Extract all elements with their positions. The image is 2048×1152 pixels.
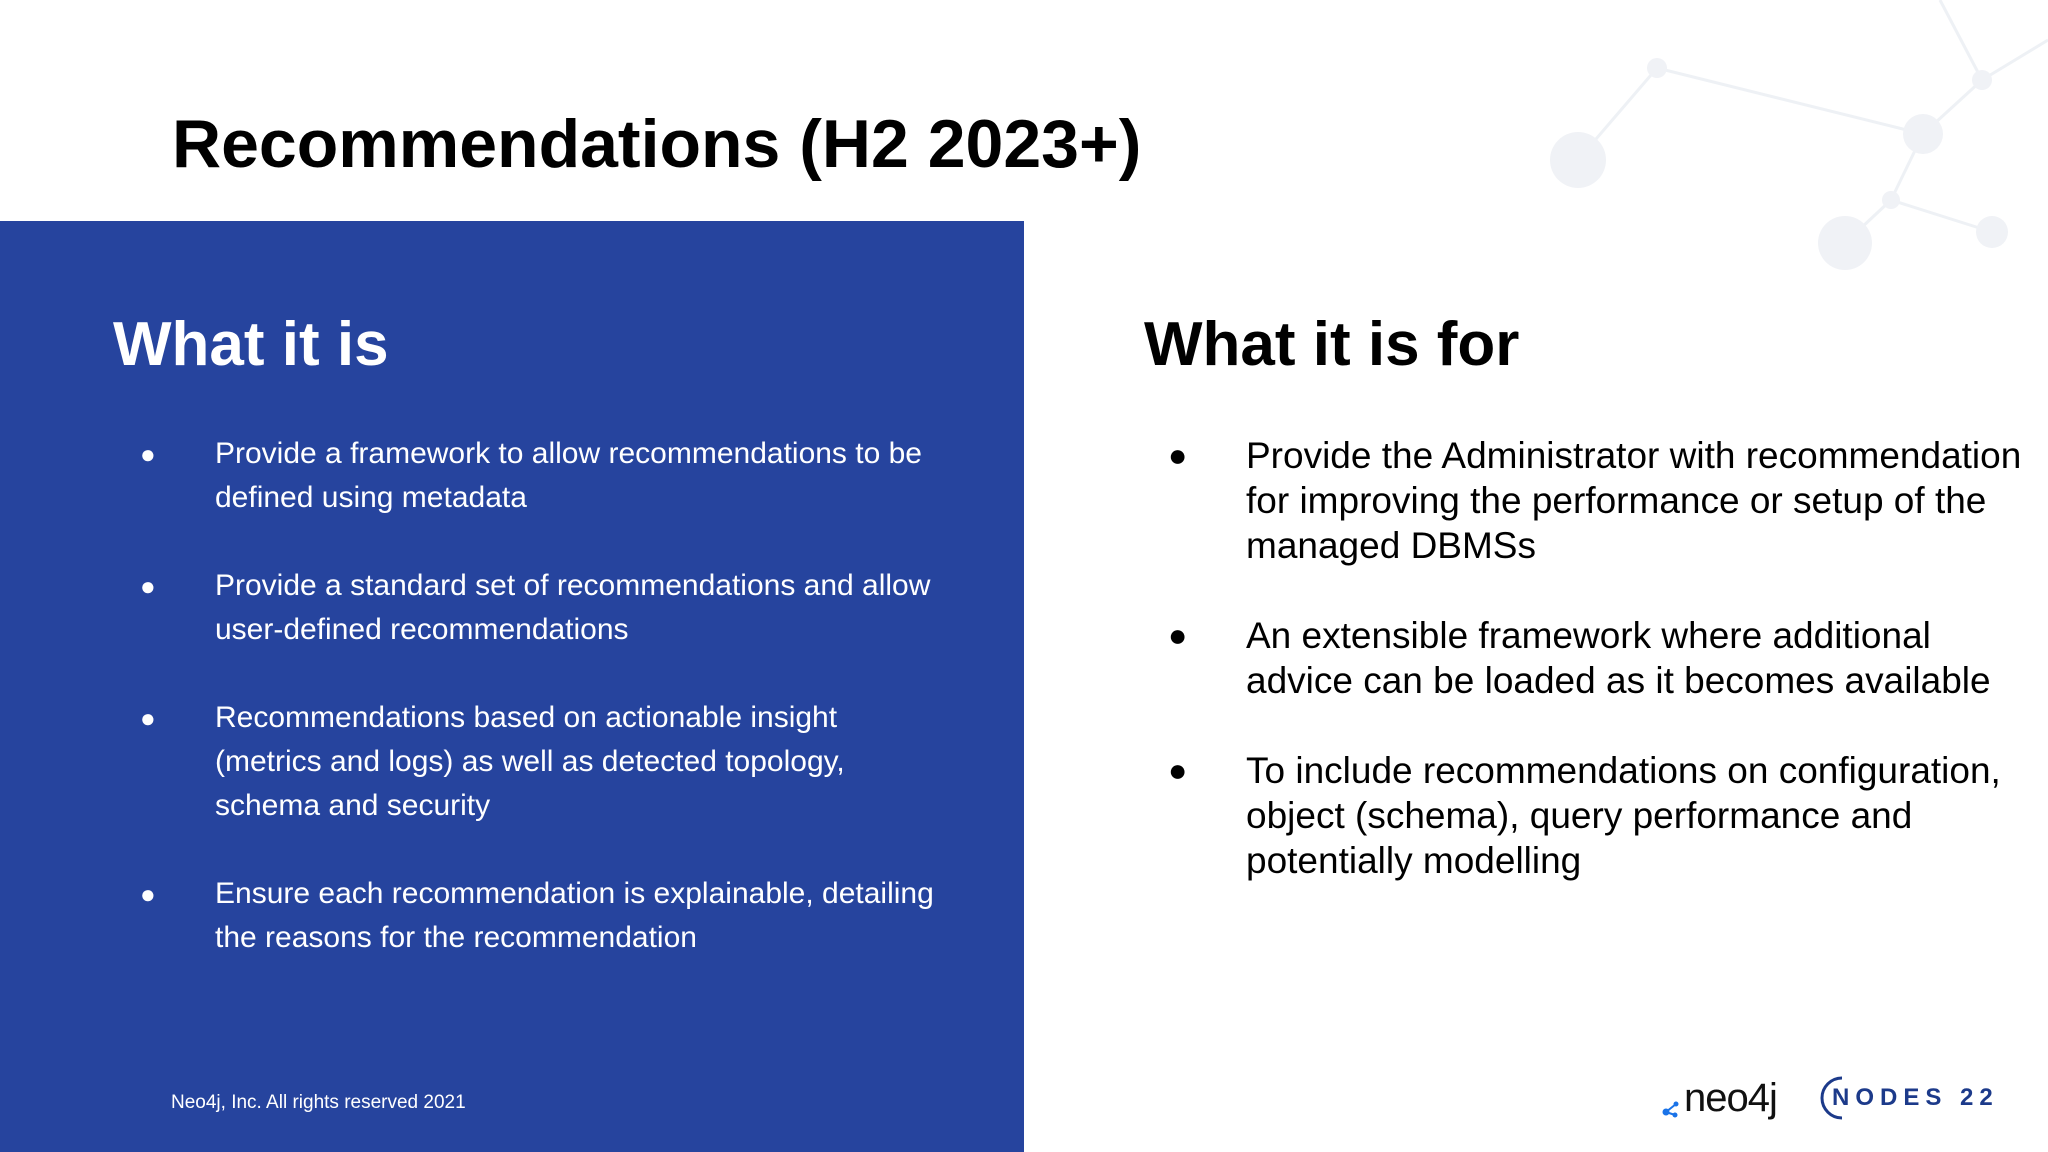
list-item <box>140 696 940 828</box>
copyright-footer: Neo4j, Inc. All rights reserved 2021 <box>171 1092 466 1113</box>
list-item <box>140 872 940 960</box>
list-item-text: Provide a framework to allow recommendations to be defined using metadata <box>215 437 922 514</box>
list-item <box>1168 433 2028 568</box>
slide-title: Recommendations (H2 2023+) <box>172 106 1142 182</box>
bullet-icon: ● <box>140 439 156 469</box>
list-item <box>1168 748 2028 883</box>
neo4j-logo-text: neo4j <box>1684 1076 1777 1120</box>
bullet-icon: ● <box>140 879 156 909</box>
neo4j-graph-icon <box>1662 1090 1680 1118</box>
list-item-text: An extensible framework where additional advice can be loaded as it becomes available <box>1246 615 1991 701</box>
bullet-icon: ● <box>140 703 156 733</box>
nodes-logo-text: NODES 22 <box>1832 1084 1999 1111</box>
list-item-text: Recommendations based on actionable insight (metrics and logs) as well as detected topology, schema and security <box>215 701 845 822</box>
network-graph-decoration <box>1520 0 2048 300</box>
list-item-text: To include recommendations on configuration, object (schema), query performance and potentially modelling <box>1246 750 2001 881</box>
what-it-is-list <box>140 432 940 1004</box>
list-item-text: Provide the Administrator with recommendation for improving the performance or setup of the managed DBMSs <box>1246 435 2022 566</box>
nodes-22-logo <box>1818 1072 1999 1124</box>
list-item <box>140 564 940 652</box>
bullet-icon: ● <box>1168 437 1188 473</box>
list-item-text: Ensure each recommendation is explainable, detailing the reasons for the recommendation <box>215 877 934 954</box>
bullet-icon: ● <box>140 571 156 601</box>
list-item-text: Provide a standard set of recommendations and allow user-defined recommendations <box>215 569 931 646</box>
neo4j-logo <box>1662 1074 1777 1122</box>
what-it-is-for-heading: What it is for <box>1144 310 1520 379</box>
what-it-is-heading: What it is <box>113 310 389 379</box>
bullet-icon: ● <box>1168 617 1188 653</box>
list-item <box>1168 613 2028 703</box>
what-it-is-for-list <box>1168 433 2028 928</box>
bullet-icon: ● <box>1168 752 1188 788</box>
list-item <box>140 432 940 520</box>
